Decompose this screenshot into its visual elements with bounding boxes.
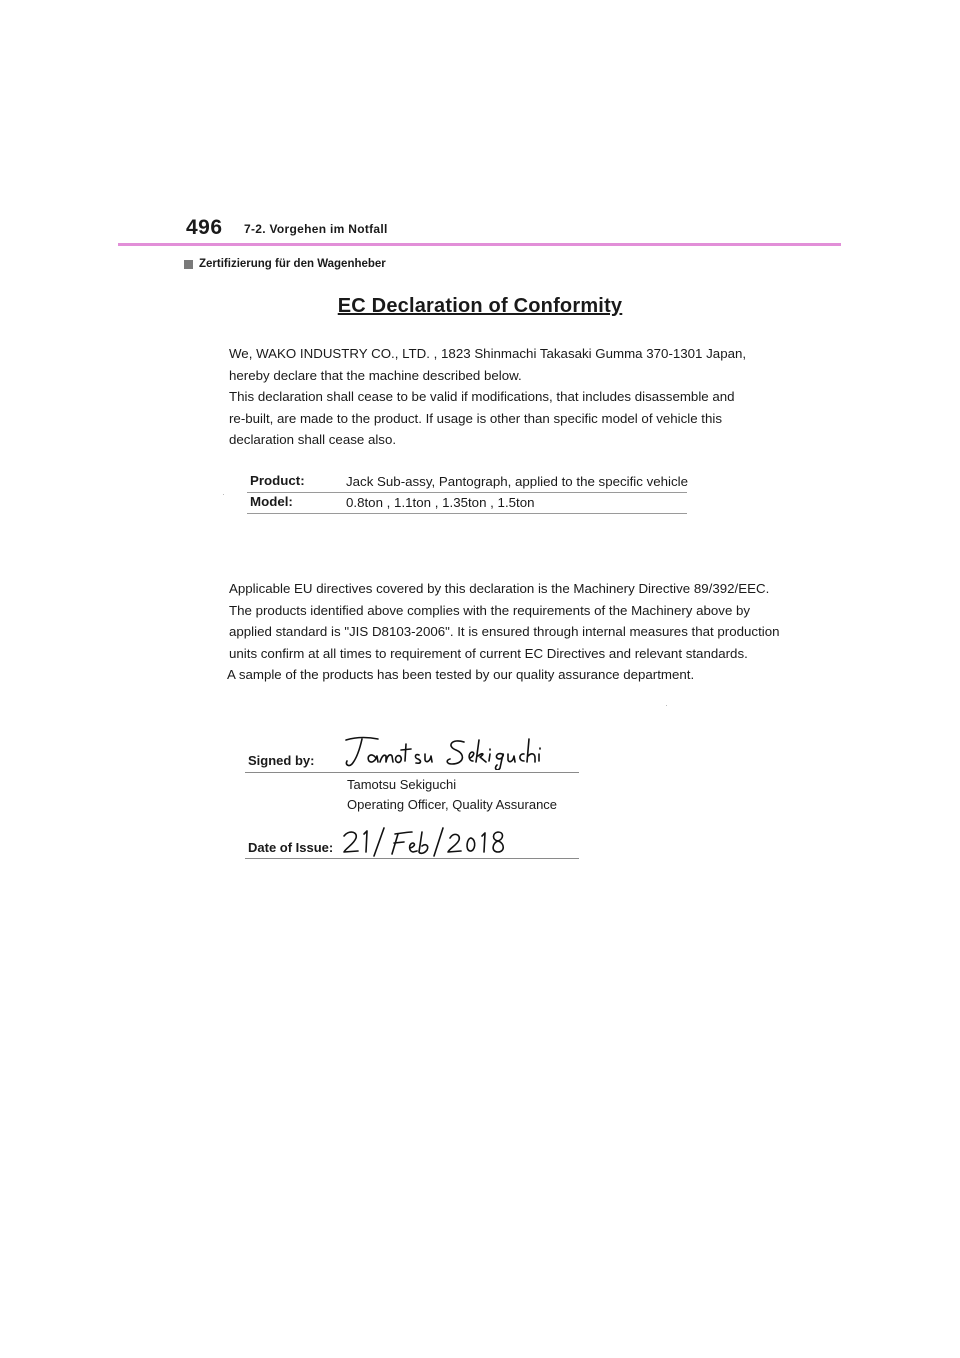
- directive-line: units confirm at all times to requirement of current EC Directives and relevant standards.: [229, 645, 748, 661]
- intro-line: hereby declare that the machine described below.: [229, 367, 522, 383]
- handwritten-date-text: [0, 0, 1, 1]
- date-of-issue-label: Date of Issue:: [248, 840, 334, 855]
- product-value: Jack Sub-assy, Pantograph, applied to the specific vehicle: [346, 474, 688, 489]
- signed-by-label: Signed by:: [248, 753, 315, 768]
- product-label: Product:: [250, 473, 305, 488]
- header-divider: [118, 243, 841, 246]
- handwritten-signature: [342, 734, 542, 770]
- page-number: 496: [186, 216, 223, 239]
- intro-paragraph: [229, 343, 749, 451]
- intro-line: This declaration shall cease to be valid if modifications, that includes disassemble and: [229, 389, 735, 404]
- intro-line: re-built, are made to the product. If usage is other than specific model of vehicle this: [229, 410, 722, 426]
- directive-line: Applicable EU directives covered by this declaration is the Machinery Directive 89/392/EEC.: [229, 581, 770, 596]
- subheading-text: Zertifizierung für den Wagenheber: [199, 258, 386, 270]
- product-row: [247, 470, 687, 493]
- square-bullet-icon: [184, 260, 193, 269]
- directive-paragraph: [227, 578, 780, 686]
- scan-speck: [666, 705, 667, 706]
- signer-name: Tamotsu Sekiguchi: [347, 777, 457, 792]
- model-value: 0.8ton , 1.1ton , 1.35ton , 1.5ton: [346, 495, 535, 510]
- scan-speck: [223, 494, 224, 495]
- document-title: EC Declaration of Conformity: [337, 295, 623, 317]
- directive-line: applied standard is "JIS D8103-2006". It is ensured through internal measures that production: [229, 624, 780, 639]
- intro-line: declaration shall cease also.: [229, 432, 397, 447]
- handwritten-signature-text: [0, 0, 1, 1]
- model-label: Model:: [250, 494, 293, 509]
- signer-title: Operating Officer, Quality Assurance: [347, 797, 558, 812]
- handwritten-date: [340, 826, 510, 858]
- directive-line: A sample of the products has been tested by our quality assurance department.: [227, 667, 695, 682]
- subheading: [184, 258, 386, 270]
- section-title: 7-2. Vorgehen im Notfall: [244, 222, 388, 236]
- model-row: [247, 491, 687, 514]
- intro-line: We, WAKO INDUSTRY CO., LTD. , 1823 Shinmachi Takasaki Gumma 370-1301 Japan,: [229, 346, 747, 361]
- directive-line: The products identified above complies with the requirements of the Machinery above by: [229, 602, 751, 618]
